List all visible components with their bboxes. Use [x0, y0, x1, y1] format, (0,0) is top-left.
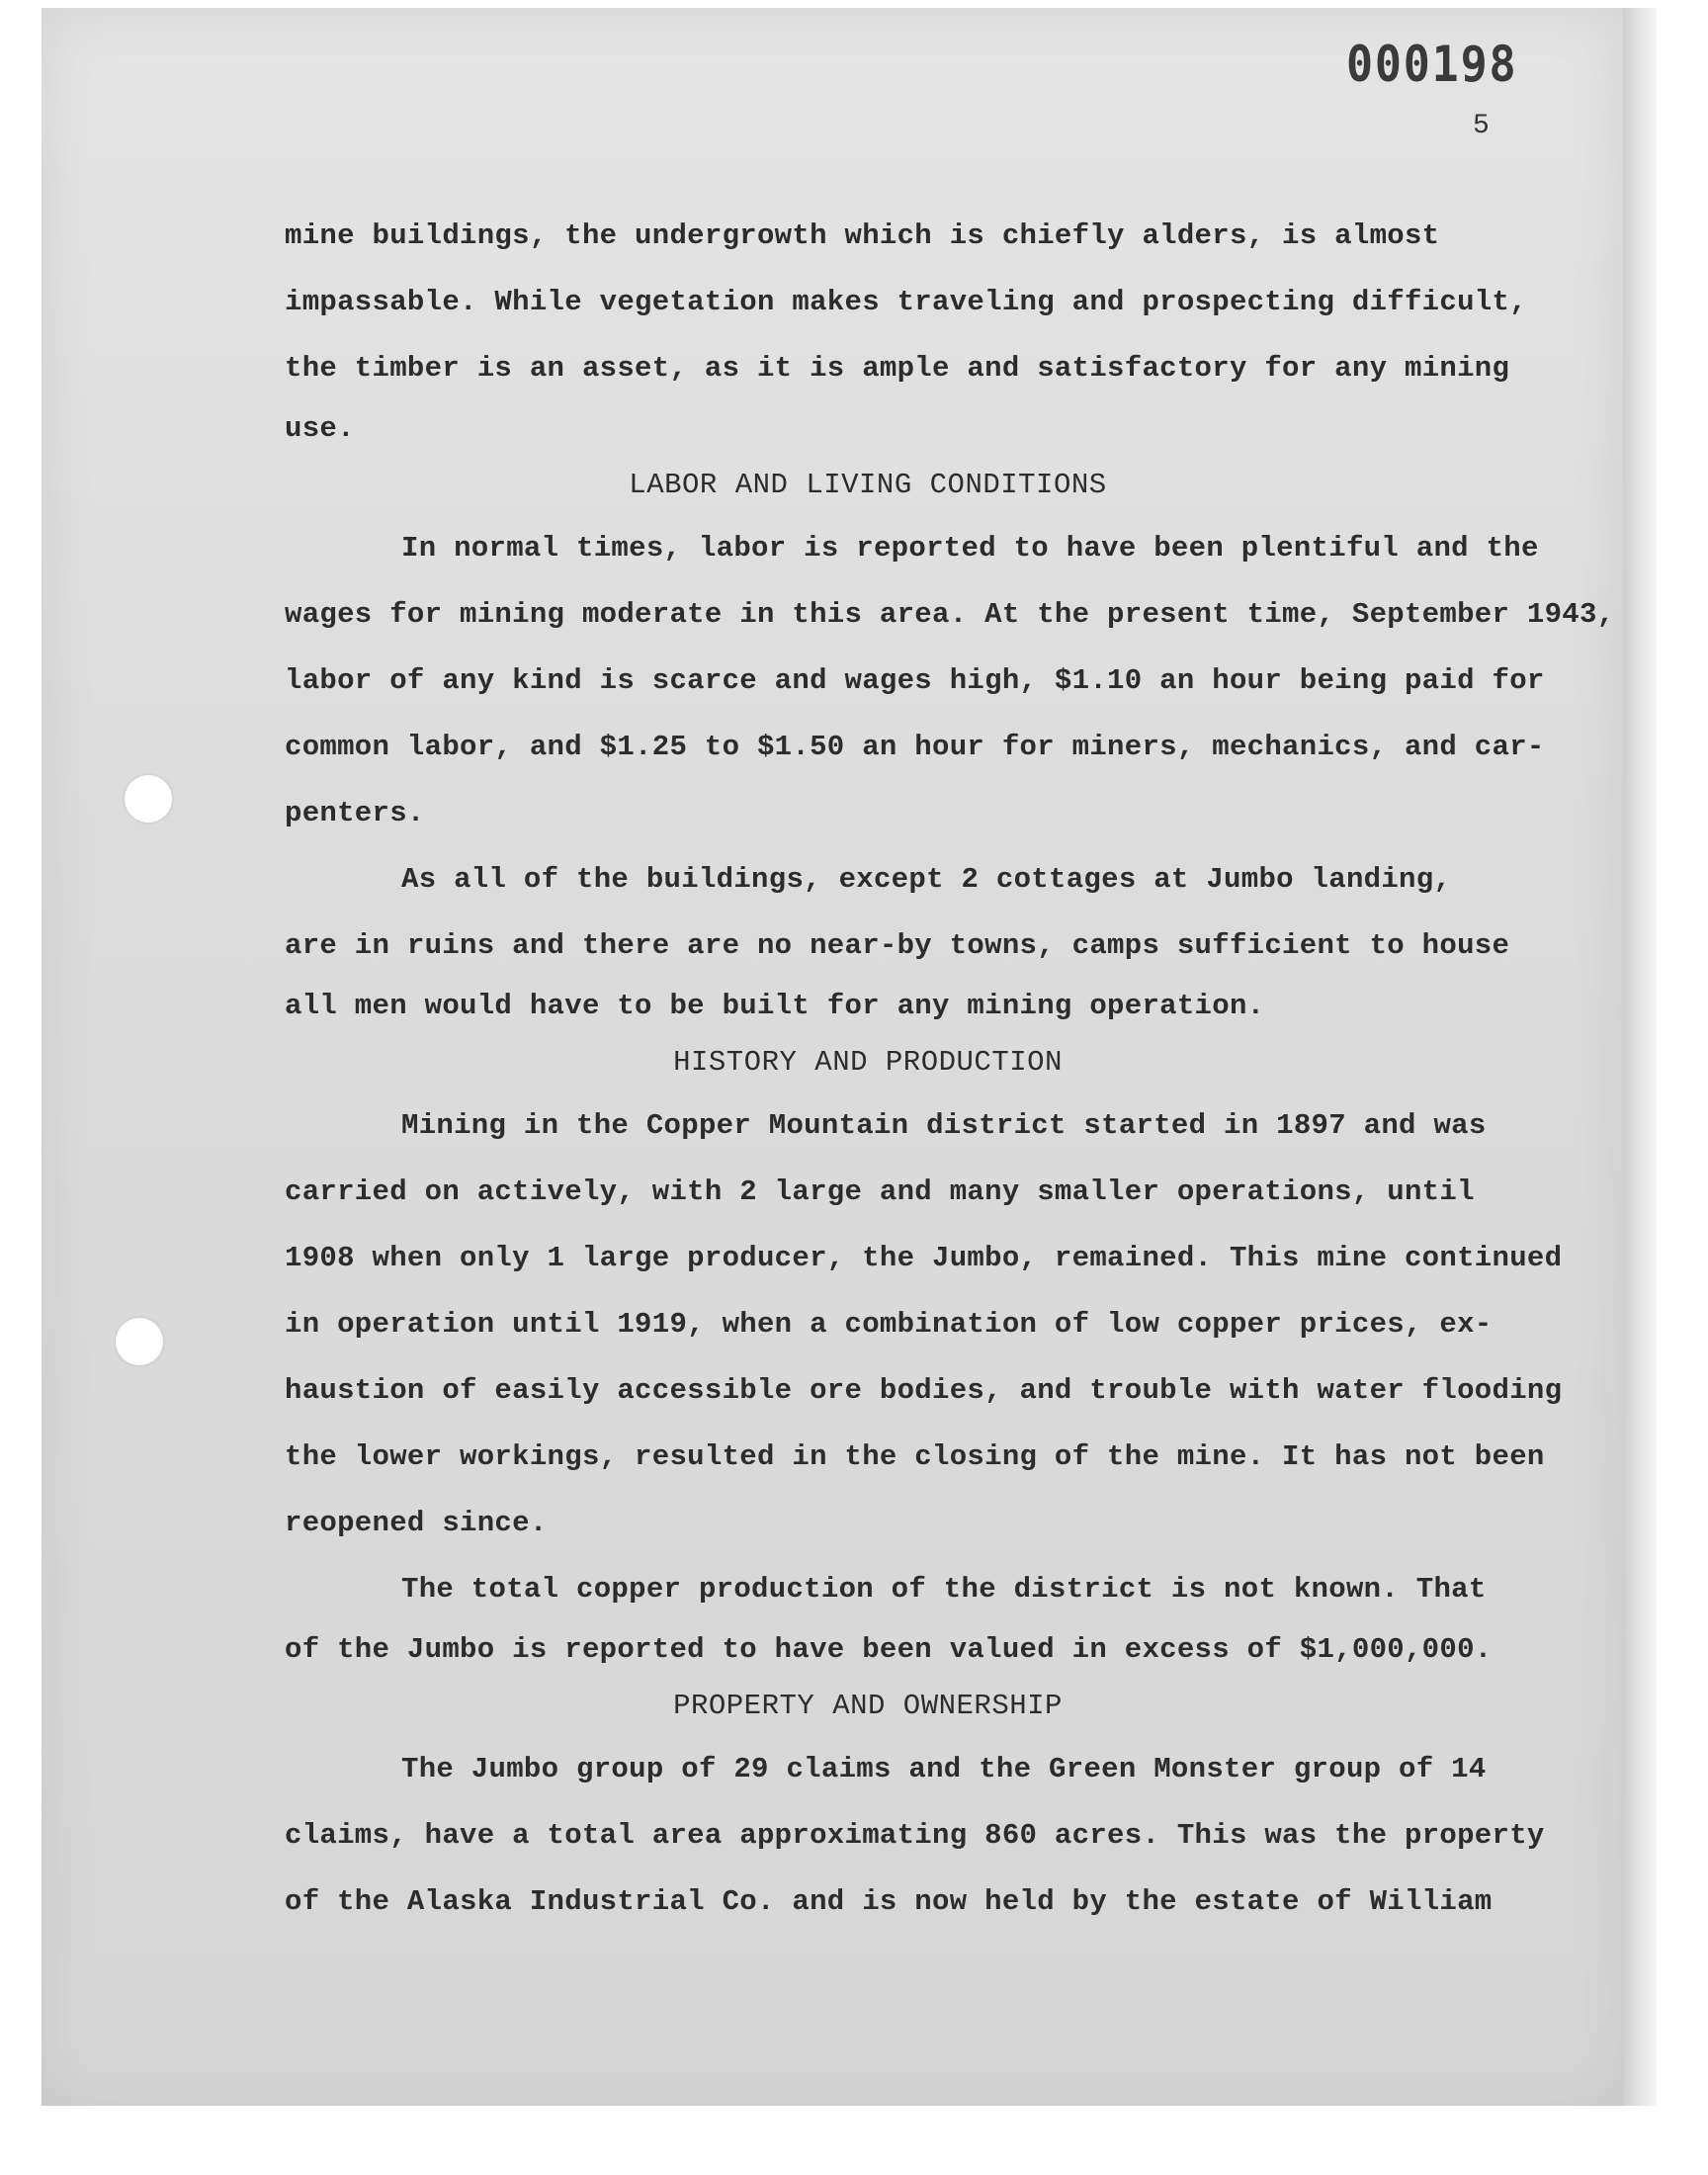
text-line: use.	[285, 412, 355, 445]
text-line: all men would have to be built for any mining operation.	[285, 990, 1265, 1022]
text-line: The total copper production of the district is not known. That	[401, 1573, 1487, 1606]
punch-hole-top	[125, 775, 172, 823]
text-line: 1908 when only 1 large producer, the Jumbo, remained. This mine continued	[285, 1242, 1563, 1274]
text-line: In normal times, labor is reported to have been plentiful and the	[401, 532, 1539, 565]
text-line: penters.	[285, 797, 425, 829]
paragraph-vegetation	[285, 203, 1570, 456]
text-line: are in ruins and there are no near-by towns, camps sufficient to house	[285, 929, 1510, 962]
text-line: reopened since.	[285, 1507, 548, 1539]
text-line: in operation until 1919, when a combination of low copper prices, ex-	[285, 1308, 1493, 1341]
text-line: impassable. While vegetation makes traveling and prospecting difficult,	[285, 286, 1527, 318]
text-line: claims, have a total area approximating 860 acres. This was the property	[285, 1819, 1545, 1852]
text-line: Mining in the Copper Mountain district started in 1897 and was	[401, 1109, 1487, 1142]
section-heading-labor: LABOR AND LIVING CONDITIONS	[629, 469, 1107, 501]
text-line: haustion of easily accessible ore bodies, and trouble with water flooding	[285, 1374, 1563, 1407]
text-line: wages for mining moderate in this area. At the present time, September 1943,	[285, 598, 1615, 631]
section-heading-property: PROPERTY AND OWNERSHIP	[673, 1690, 1063, 1722]
text-line: the lower workings, resulted in the closing of the mine. It has not been	[285, 1440, 1545, 1473]
paragraph-buildings	[285, 846, 1570, 1033]
text-line: The Jumbo group of 29 claims and the Green Monster group of 14	[401, 1753, 1487, 1785]
text-line: mine buildings, the undergrowth which is chiefly alders, is almost	[285, 219, 1440, 252]
stamp-number: 000198	[1346, 36, 1518, 93]
text-line: labor of any kind is scarce and wages high, $1.10 an hour being paid for	[285, 664, 1545, 697]
paragraph-property	[285, 1736, 1570, 1935]
text-line: of the Alaska Industrial Co. and is now held by the estate of William	[285, 1885, 1493, 1918]
paragraph-labor	[285, 515, 1615, 846]
text-line: carried on actively, with 2 large and many smaller operations, until	[285, 1175, 1475, 1208]
section-heading-history: HISTORY AND PRODUCTION	[673, 1046, 1063, 1079]
page-edge-shadow	[1623, 8, 1657, 2106]
paragraph-history	[285, 1092, 1570, 1556]
punch-hole-bottom	[116, 1318, 163, 1365]
text-line: common labor, and $1.25 to $1.50 an hour for miners, mechanics, and car-	[285, 731, 1545, 763]
page-number: 5	[1473, 111, 1490, 141]
text-line: of the Jumbo is reported to have been valued in excess of $1,000,000.	[285, 1633, 1493, 1666]
text-line: As all of the buildings, except 2 cottages at Jumbo landing,	[401, 863, 1452, 896]
text-line: the timber is an asset, as it is ample and satisfactory for any mining	[285, 352, 1510, 385]
paragraph-production	[285, 1556, 1570, 1677]
document-body	[285, 203, 1615, 1935]
